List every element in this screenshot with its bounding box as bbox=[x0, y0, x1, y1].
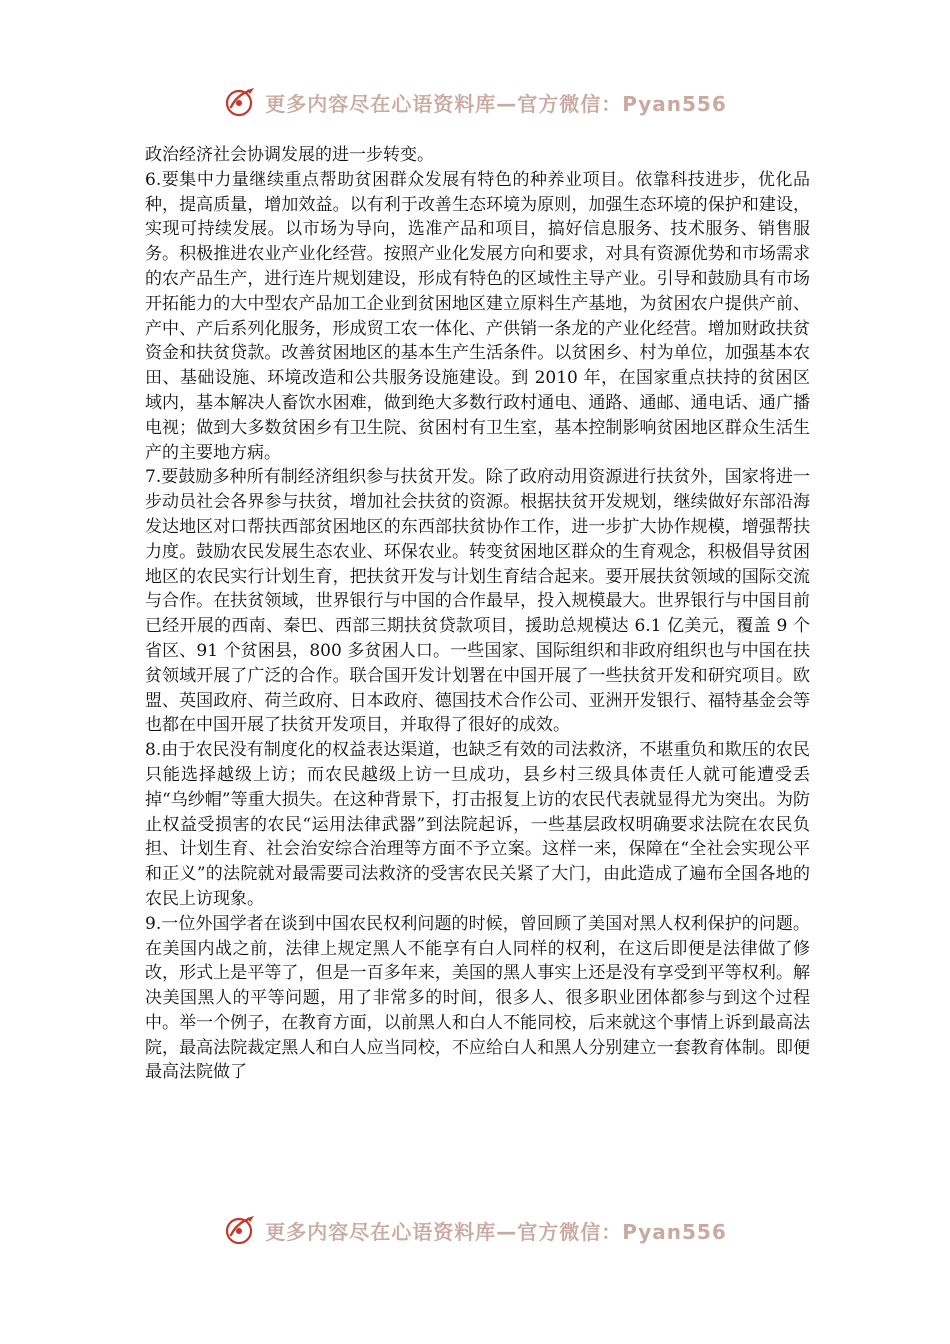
paragraph-continuation: 政治经济社会协调发展的进一步转变。 bbox=[145, 145, 434, 165]
header-banner-text: 更多内容尽在心语资料库—官方微信：Pyan556 bbox=[265, 91, 727, 116]
document-body bbox=[145, 143, 810, 1085]
paragraph-9: 9.一位外国学者在谈到中国农民权利问题的时候，曾回顾了美国对黑人权利保护的问题。在美国内战之前，法律上规定黑人不能享有白人同样的权利，在这后即便是法律做了修改，形式上是平等了，但是一百多年来，美国的黑人事实上还是没有享受到平等权利。解决美国黑人的平等问题，用了非常多的时间，很多人、很多职业团体都参与到这个过程中。举一个例子，在教育方面，以前黑人和白人不能同校，后来就这个事情上诉到最高法院，最高法院裁定黑人和白人应当同校，不应给白人和黑人分别建立一套教育体制。即便最高法院做了 bbox=[145, 913, 810, 1083]
header-banner bbox=[0, 80, 950, 124]
footer-banner-text: 更多内容尽在心语资料库—官方微信：Pyan556 bbox=[265, 1219, 727, 1244]
paragraph-7: 7.要鼓励多种所有制经济组织参与扶贫开发。除了政府动用资源进行扶贫外，国家将进一步动员社会各界参与扶贫，增加社会扶贫的资源。根据扶贫开发规划，继续做好东部沿海发达地区对口帮扶西部贫困地区的东西部扶贫协作工作，进一步扩大协作规模，增强帮扶力度。鼓励农民发展生态农业、环保农业。转变贫困地区群众的生育观念，积极倡导贫困地区的农民实行计划生育，把扶贫开发与计划生育结合起来。要开展扶贫领域的国际交流与合作。在扶贫领域，世界银行与中国的合作最早，投入规模最大。世界银行与中国目前已经开展的西南、秦巴、西部三期扶贫贷款项目，援助总规模达 6.1 亿美元，覆盖 9 个省区、91 个贫困县，800 多贫困人口。一些国家、国际组织和非政府组织也与中国在扶贫领域开展了广泛的合作。联合国开发计划署在中国开展了一些扶贫开发和研究项目。欧盟、英国政府、荷兰政府、日本政府、德国技术合作公司、亚洲开发银行、福特基金会等也都在中国开展了扶贫开发项目，并取得了很好的成效。 bbox=[145, 467, 810, 736]
paragraph-8: 8.由于农民没有制度化的权益表达渠道，也缺乏有效的司法救济，不堪重负和欺压的农民只能选择越级上访；而农民越级上访一旦成功，县乡村三级具体责任人就可能遭受丢掉“乌纱帽”等重大损失。在这种背景下，打击报复上访的农民代表就显得尤为突出。为防止权益受损害的农民“运用法律武器”到法院起诉，一些基层政权明确要求法院在农民负担、计划生育、社会治安综合治理等方面不予立案。这样一来，保障在“全社会实现公平和正义”的法院就对最需要司法救济的受害农民关紧了大门，由此造成了遍布全国各地的农民上访现象。 bbox=[145, 740, 810, 909]
pen-swirl-logo-icon bbox=[223, 1213, 257, 1247]
paragraph-6: 6.要集中力量继续重点帮助贫困群众发展有特色的种养业项目。依靠科技进步，优化品种，提高质量，增加效益。以有利于改善生态环境为原则，加强生态环境的保护和建设，实现可持续发展。以市场为导向，选准产品和项目，搞好信息服务、技术服务、销售服务。积极推进农业产业化经营。按照产业化发展方向和要求，对具有资源优势和市场需求的农产品生产，进行连片规划建设，形成有特色的区域性主导产业。引导和鼓励具有市场开拓能力的大中型农产品加工企业到贫困地区建立原料生产基地，为贫困农户提供产前、产中、产后系列化服务，形成贸工农一体化、产供销一条龙的产业化经营。增加财政扶贫资金和扶贫贷款。改善贫困地区的基本生产生活条件。以贫困乡、村为单位，加强基本农田、基础设施、环境改造和公共服务设施建设。到 2010 年，在国家重点扶持的贫困区域内，基本解决人畜饮水困难，做到绝大多数行政村通电、通路、通邮、通电话、通广播电视；做到大多数贫困乡有卫生院、贫困村有卫生室，基本控制影响贫困地区群众生活生产的主要地方病。 bbox=[145, 169, 810, 463]
pen-swirl-logo-icon bbox=[223, 85, 257, 119]
footer-banner bbox=[0, 1208, 950, 1252]
